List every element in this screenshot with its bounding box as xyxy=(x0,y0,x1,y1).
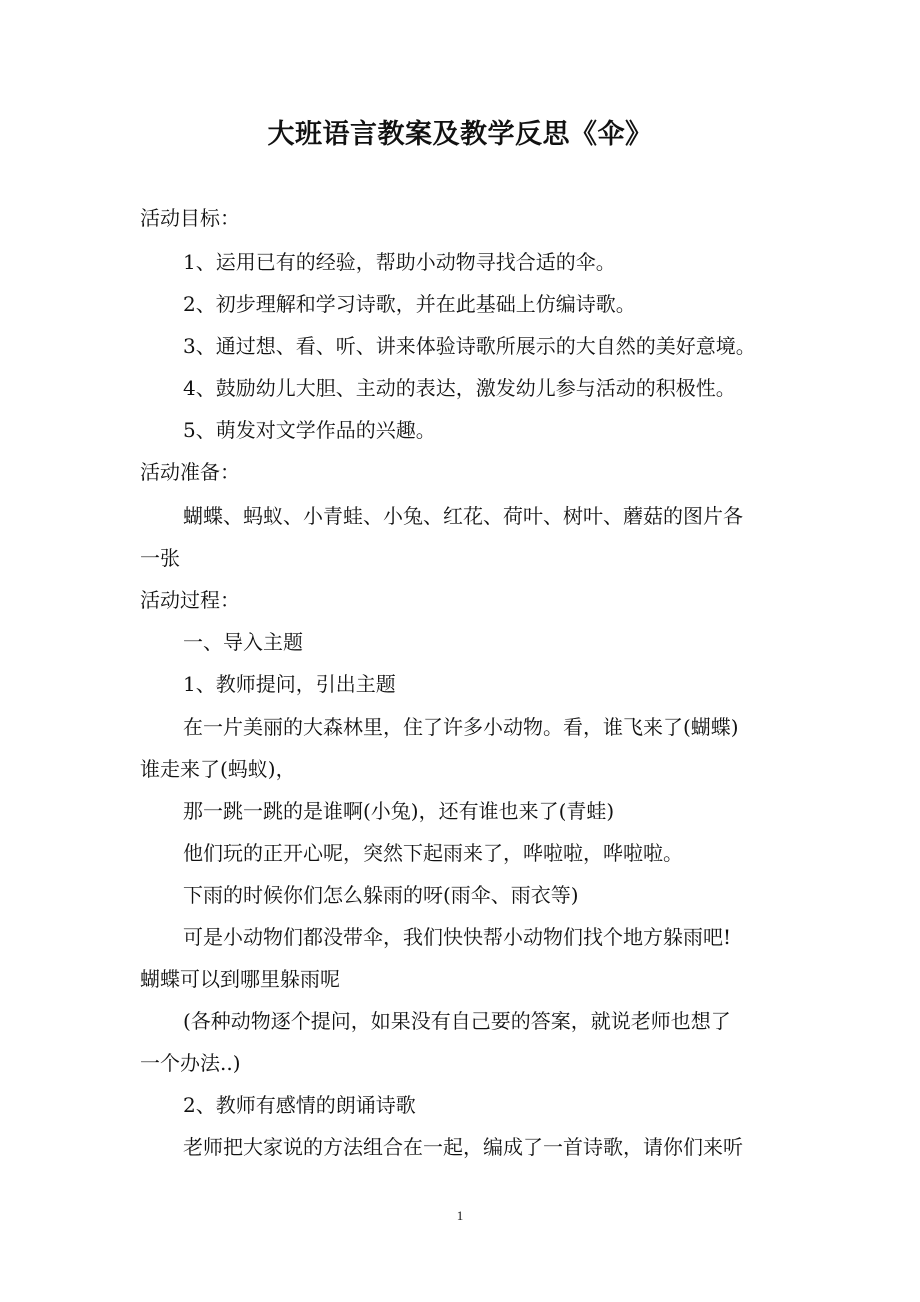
process-line: 1、教师提问，引出主题 xyxy=(183,672,396,696)
process-line: 一个办法..) xyxy=(140,1051,241,1075)
process-line: 蝴蝶可以到哪里躲雨呢 xyxy=(140,967,340,991)
prep-text-line: 一张 xyxy=(140,546,180,570)
process-line: 一、导入主题 xyxy=(183,630,303,654)
process-line: (各种动物逐个提问，如果没有自己要的答案，就说老师也想了 xyxy=(183,1009,731,1033)
process-line: 下雨的时候你们怎么躲雨的呀(雨伞、雨衣等) xyxy=(183,883,579,907)
goal-item: 5、萌发对文学作品的兴趣。 xyxy=(183,418,436,442)
process-line: 他们玩的正开心呢，突然下起雨来了，哗啦啦，哗啦啦。 xyxy=(183,841,683,865)
process-heading: 活动过程： xyxy=(140,588,240,612)
process-line: 谁走来了(蚂蚁)， xyxy=(140,757,296,781)
goals-heading: 活动目标： xyxy=(140,206,240,230)
goal-item: 1、运用已有的经验，帮助小动物寻找合适的伞。 xyxy=(183,250,616,274)
prep-text-line: 蝴蝶、蚂蚁、小青蛙、小兔、红花、荷叶、树叶、蘑菇的图片各 xyxy=(183,504,743,528)
process-line: 那一跳一跳的是谁啊(小兔)，还有谁也来了(青蛙) xyxy=(183,799,615,823)
goal-item: 4、鼓励幼儿大胆、主动的表达，激发幼儿参与活动的积极性。 xyxy=(183,376,736,400)
prep-heading: 活动准备： xyxy=(140,460,240,484)
goal-item: 2、初步理解和学习诗歌，并在此基础上仿编诗歌。 xyxy=(183,292,636,316)
page-number: 1 xyxy=(456,1208,464,1223)
process-line: 在一片美丽的大森林里，住了许多小动物。看，谁飞来了(蝴蝶) xyxy=(183,715,739,739)
process-line: 老师把大家说的方法组合在一起，编成了一首诗歌，请你们来听 xyxy=(183,1135,743,1159)
page-title: 大班语言教案及教学反思《伞》 xyxy=(267,119,653,150)
process-line: 可是小动物们都没带伞，我们快快帮小动物们找个地方躲雨吧! xyxy=(183,925,732,949)
goal-item: 3、通过想、看、听、讲来体验诗歌所展示的大自然的美好意境。 xyxy=(183,334,756,358)
process-line: 2、教师有感情的朗诵诗歌 xyxy=(183,1093,416,1117)
